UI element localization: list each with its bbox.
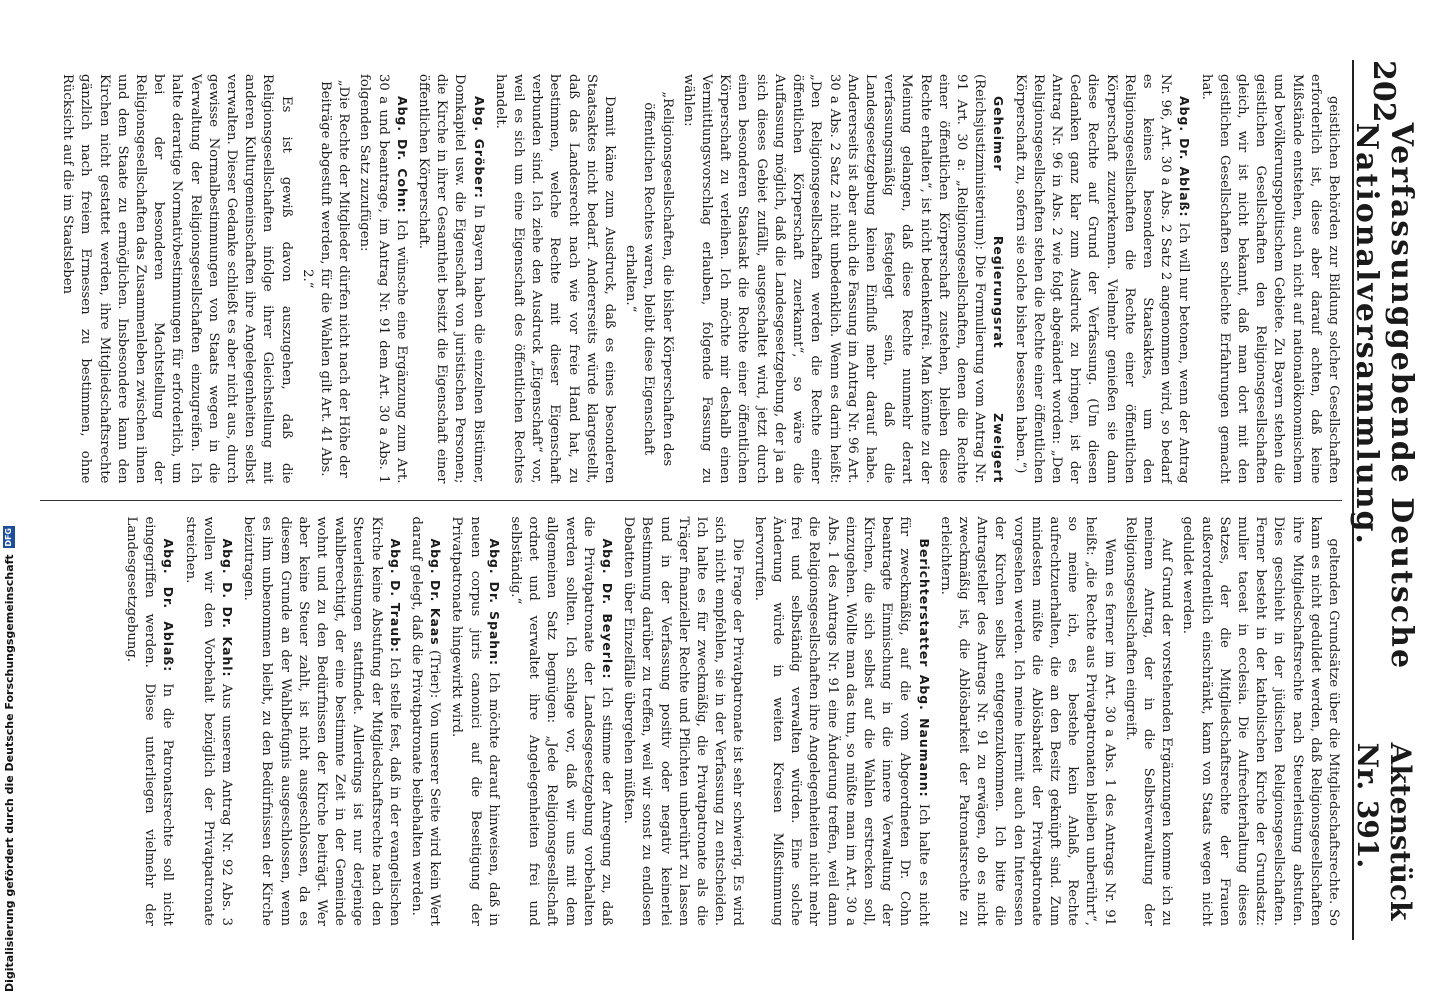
speaker-name: Abg. Dr. Ablaß: <box>1177 96 1193 218</box>
paragraph <box>414 74 488 484</box>
paragraph <box>355 74 411 484</box>
speaker-name: Berichterstatter Abg. Naumann: <box>916 538 932 798</box>
speaker-name: Abg. Dr. Kaas <box>428 538 444 646</box>
paragraph-text: geltenden Grundsätze über die Mitgliedschaftsrechte. So kann es nicht geduldet werden, daß Religionsgesellschaften ihre Mitgliedschaftsrechte nach Steuerleistung abstufen. Dies geschieht in der jüdischen Religionsgesellschaften. Ferner besteht in der katholischen Kirche der Grundsatz: mulier taceat in ecclesia. Die Aufrechterhaltung dieses Satzes, der die Mitgliedschaftsrechte der Frauen außerordentlich einschränkt, kann von Staats wegen nicht geduldet werden. <box>1180 516 1341 926</box>
page-header <box>1349 60 1419 940</box>
paragraph-text: In die Patronatsrechte soll nicht eingegriffen werden. Diese unterliegen vielmehr der Landesgesetzgebung. <box>124 516 176 926</box>
paragraph <box>122 517 178 927</box>
paragraph-text: Ich möchte darauf hinweisen, daß in neuen corpus juris canonici auf die Beseitigung der Privatpatronate hingewirkt wird. <box>449 516 501 926</box>
document-number: Aktenstück Nr. 391. <box>1351 742 1417 921</box>
page-number: 202 <box>1366 60 1402 123</box>
paragraph-text: (Reichsjustizministerium): Die Formulierung vom Antrag Nr. 91 Art. 30 a: „Religionsgesellschaften, denen die Rechte einer öffentlichen Körperschaft zustehen, bleiben diese Rechte erhalten“, ist nicht bedenkenfrei. Man könnte zu der Meinung gelangen, daß diese Rechte nunmehr derart verfassungsmäßig festgelegt sein, daß die Landesgesetzgebung keinen Einfluß mehr darauf habe. Andererseits ist aber auch die Fassung im Antrag Nr. 96 Art. 30 a Abs. 2 Satz 2 nicht unbedenklich. Wenn es darin heißt: „Den Religionsgesellschaften werden die Rechte einer öffentlichen Körperschaft zuerkannt“, so wäre die Auffassung möglich, daß die Landesgesetzgebung, der ja an sich dieses Gebiet zufällt, ausgeschaltet wird, jetzt durch einen besonderen Staatsakt die Rechte einer öffentlichen Körperschaft zu verleihen. Ich möchte mir deshalb einen Vermittlungsvorschlag erlauben, folgende Fassung zu wählen: <box>680 74 988 484</box>
paragraph-text: Es ist gewiß davon auszugehen, daß die Religionsgesellschaften infolge ihrer Gleichstellung mit anderen Kulturgemeinschaften ihre Angelegenheiten selbst verwalten. Dieser Gedanke schließt es aber nicht aus, durch gewisse Normalbestimmungen von Staats wegen in die Verwaltung der Religionsgesellschaften einzugreifen. Ich halte derartige Normativbestimmungen für erforderlich, um bei der besonderen Machtstellung der Religionsgesellschaften das Zusammenleben zwischen ihnen und dem Staate zu ermöglichen. Insbesondere kann den Kirchen nicht gestattet werden, ihre Mitgliedschaftsrechte gänzlich nach freiem Ermessen zu bestimmen, ohne Rücksicht auf die im Staatsleben <box>60 74 294 484</box>
paragraph-text: Damit käme zum Ausdruck, daß es eines besonderen Staatsaktes nicht bedarf. Andererseits würde klargestellt, daß das Landesrecht nach wie vor freie Hand hat, zu bestimmen, welche Rechte mit dieser Eigenschaft verbunden sind. Ich ziehe den Ausdruck „Eigenschaft“ vor, weil es sich um eine Eigenschaft des öffentlichen Rechtes handelt. <box>492 74 618 484</box>
paragraph-text: Ich halte es nicht für zweckmäßig, auf die vom Abgeordneten Dr. Cohn beantragte Einmischung in die innere Verwaltung der Kirchen, die sich selbst auf die Wahlen erstrecken soll, einzugehen. Wollte man das tun, so müßte man im Art. 30 a Abs. 1 des Antrags Nr. 91 eine Änderung treffen, weil dann die Religionsgesellschaften ihre Angelegenheiten nicht mehr frei und selbständig verwalten würden. Eine solche Änderung würde in weiten Kreisen Mißstimmung hervorrufen. <box>751 516 931 926</box>
paragraph-text: geistlichen Behörden zur Bildung solcher Gesellschaften erforderlich ist, diese aber darauf achten, daß keine Mißstände entstehen, auch nicht auf nationalökonomischem und bevölkerungspolitischem Gebiete. Zu Bayern stehen die geistlichen Gesellschaften den Religionsgesellschaften gleich, wir ist nicht bekannt, daß man dort mit den geistlichen Gesellschaften schlechte Erfahrungen gemacht hat. <box>1198 74 1341 484</box>
text-columns <box>40 60 1342 940</box>
paragraph <box>407 517 444 927</box>
paragraph <box>679 74 1008 484</box>
right-column <box>40 503 1342 941</box>
dfg-logo: DFG <box>4 528 13 547</box>
paragraph <box>298 74 353 484</box>
left-column <box>40 60 1342 498</box>
paragraph-text: „Die Rechte der Mitglieder dürfen nicht nach der Höhe der Beiträge abgestuft werden, für die Wahlen gilt Art. 41 Abs. 2.“ <box>299 79 352 478</box>
paragraph-text: Ich stelle fest, daß in der evangelischen Kirche keine Abstufung der Mitgliedschaftsrechte nach den Steuerleistungen stattfindet. Allerdings ist nur derjenige wahlberechtigt, der eine bestimmte Zeit in der Gemeinde wohnt und zu den Bedürfnissen der Kirche beiträgt. Wer aber keine Steuer zahlt, ist nicht ausgeschlossen, da es diesem Grunde an der Wahlbefugnis ausgeschlossen, wenn es ihm unbenommen bleibt, zu den Bedürfnissen der Kirche beizutragen. <box>241 516 402 926</box>
speaker-name: Abg. Dr. Cohn: <box>394 96 410 214</box>
paragraph <box>447 517 503 927</box>
speaker-name: Abg. Dr. Beyerle: <box>600 538 616 680</box>
paragraph <box>1178 517 1342 927</box>
paragraph-text: Aus unserem Antrag Nr. 92 Abs. 3 wollen wir den Vorbehalt bezüglich der Privatpatronate streichen. <box>182 516 235 926</box>
paragraph <box>58 74 295 484</box>
paragraph-text: Auf Grund der vorstehenden Ergänzungen komme ich zu meinem Antrag, der in die Selbstverwaltung der Religionsgesellschaften eingreift. <box>1122 516 1175 926</box>
paragraph-text: Die Frage der Privatpatronate ist sehr schwierig. Es wird sich nicht empfehlen, sie in der Verfassung zu entscheiden. Ich halte es für zweckmäßig, die Privatpatronate als die Träger finanzieller Rechte und Pflichten unberührt zu lassen und in der Verfassung positiv oder negativ keinerlei Bestimmung darüber zu treffen, weil wir sonst zu endlosen Debatten über Einzelfälle übergehen müßten. <box>621 516 746 926</box>
paragraph <box>1121 517 1176 927</box>
paragraph <box>506 517 616 927</box>
paragraph-text: Ich will nur betonen, wenn der Antrag Nr. 96, Art. 30 a Abs. 2 Satz 2 angenommen wird, so bedarf es keines besonderen Staatsaktes, um den Religionsgesellschaften die Rechte einer öffentlichen Körperschaft zuzuerkennen. Vielmehr genießen sie dann diese Rechte auf Grund der Verfassung. (Um diesen Gedanken ganz klar zum Ausdruck zu bringen, ist der Antrag Nr. 96 in Abs. 2 wie folgt abgeändert worden: „Den Religionsgesellschaften stehen die Rechte einer öffentlichen Körperschaft zu, sofern sie solche bisher besessen haben.“) <box>1012 74 1192 484</box>
paragraph <box>1196 74 1342 484</box>
paragraph-text: „Religionsgesellschaften, die bisher Körperschaften des öffentlichen Rechtes waren, bleibt diese Eigenschaft erhalten.“ <box>623 91 675 467</box>
paragraph-text: Wenn es ferner im Art. 30 a Abs. 1 des Antrags Nr. 91 heißt: „die Rechte aus Privatpatronaten bleiben unberührt“, so meine ich, es bestehe kein Anlaß, Rechte aufrechtzuerhalten, die an den Besitz geknüpft sind. Zum mindesten müßte die Ablösbarkeit der Privatpatronate vorgesehen werden. Ich meine hiermit auch den Interessen der Kirchen selbst entgegenzukommen. Ich bitte die Antragsteller des Antrags Nr. 91 zu erwägen, ob es nicht zweckmäßig ist, die Ablösbarkeit der Patronatsrechte zu erleichtern. <box>937 516 1117 926</box>
paragraph-text: (Trier): Von unserer Seite wird kein Wert darauf gelegt, daß die Privatpatronate beibehalten werden. <box>409 516 443 926</box>
speaker-name: Abg. Dr. Spahn: <box>486 538 502 666</box>
paragraph <box>491 74 618 484</box>
paragraph <box>1010 74 1193 484</box>
paragraph <box>936 517 1118 927</box>
credit-text: Digitalisierung gefördert durch die Deutsche Forschungsgemeinschaft <box>2 554 16 992</box>
speaker-name: Abg. Gröber: <box>471 96 487 199</box>
speaker-name: Abg. D. Dr. Kahl: <box>220 538 236 678</box>
credit-strip <box>2 0 24 1000</box>
paragraph <box>180 517 236 927</box>
speaker-name: Abg. D. Traub: <box>387 538 403 653</box>
paragraph <box>619 517 746 927</box>
speaker-name: Geheimer Regierungsrat Zweigert <box>991 96 1007 484</box>
paragraph-text: Ich stimme der Anregung zu, daß die Privatpatronate der Landesgesetzgebung vorbehalten werden sollten. Ich schlage vor, daß wir uns mit dem allgemeinen Satz begnügen: „Jede Religionsgesellschaft ordnet und verwaltet ihre Angelegenheiten frei und selbständig.“ <box>508 516 615 926</box>
column-divider <box>40 500 1342 501</box>
paragraph-text: In Bayern haben die einzelnen Bistümer, Domkapitel usw. die Eigenschaft von juristischen Personen; die Kirche in ihrer Gesamtheit besitzt die Eigenschaft einer öffentlichen Körperschaft. <box>416 74 486 484</box>
paragraph <box>239 517 404 927</box>
paragraph <box>750 517 933 927</box>
paragraph <box>621 74 676 484</box>
page-title: Verfassunggebende Deutsche Nationalversammlung. <box>1349 122 1419 671</box>
paragraph-text: Ich wünsche eine Ergänzung zum Art. 30 a und beantrage, im Antrag Nr. 91 dem Art. 30 a Abs. 1 folgenden Satz zuzufügen: <box>357 74 409 484</box>
speaker-name: Abg. Dr. Ablaß: <box>161 538 177 673</box>
